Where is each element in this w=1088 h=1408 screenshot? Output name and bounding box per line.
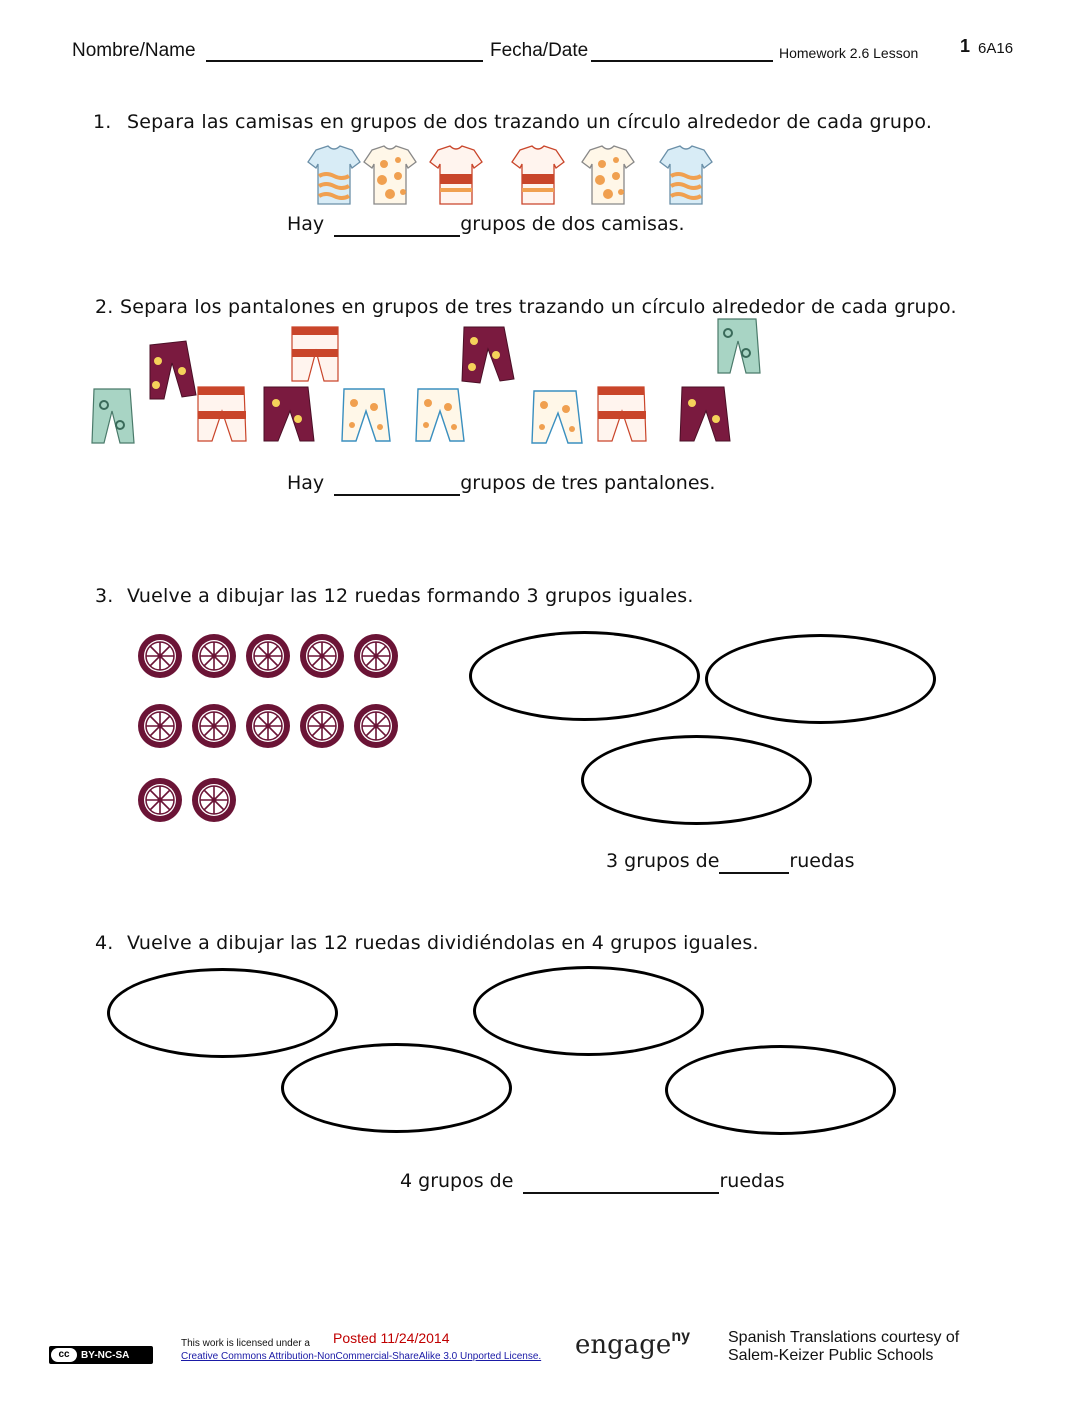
wheel-icon [300, 704, 344, 748]
translation-credit [728, 1329, 959, 1365]
q4-number: 4. [95, 932, 114, 954]
q3-group-oval-3[interactable] [581, 735, 812, 825]
maroon-floral-pants-icon [264, 387, 314, 441]
shirts-illustration [300, 140, 730, 210]
striped-shirt-icon [308, 146, 360, 204]
cc-badge-label: BY-NC-SA [81, 1349, 130, 1361]
wheels-illustration [132, 628, 408, 828]
engageny-brand: engage [575, 1330, 672, 1360]
wheel-icon [138, 634, 182, 678]
engageny-brand-sup: ny [671, 1328, 690, 1346]
red-band-pants-icon [598, 387, 646, 441]
q2-answer-prefix: Hay [287, 472, 325, 494]
q4-text: Vuelve a dibujar las 12 ruedas dividiéndolas en 4 grupos iguales. [127, 932, 759, 954]
q3-answer-prefix: 3 grupos de [606, 850, 720, 872]
q2-number: 2. [95, 296, 114, 318]
cc-license-badge [49, 1346, 153, 1364]
wheel-icon [354, 704, 398, 748]
q4-group-oval-1[interactable] [107, 968, 338, 1058]
q4-group-oval-2[interactable] [473, 966, 704, 1056]
blue-dotted-pants-icon [532, 391, 582, 443]
wheel-icon [192, 634, 236, 678]
q3-answer-blank[interactable] [719, 850, 789, 874]
q3-answer-suffix: ruedas [789, 850, 855, 872]
q1-number: 1. [93, 111, 112, 133]
q3-answer [606, 850, 855, 874]
wheel-icon [246, 704, 290, 748]
date-label: Fecha/Date [490, 40, 589, 61]
q2-answer-suffix: grupos de tres pantalones. [460, 472, 716, 494]
posted-date: Posted 11/24/2014 [333, 1330, 450, 1346]
q2-answer [287, 472, 715, 496]
q1-text: Separa las camisas en grupos de dos trazando un círculo alrededor de cada grupo. [127, 111, 933, 133]
green-swirl-pants-icon [718, 319, 760, 373]
q4-answer-prefix: 4 grupos de [400, 1170, 514, 1192]
wheel-icon [138, 778, 182, 822]
credit-line-2: Salem-Keizer Public Schools [728, 1347, 934, 1364]
red-band-shirt-icon [512, 146, 564, 204]
wheel-icon [192, 778, 236, 822]
license-link[interactable]: Creative Commons Attribution-NonCommercial-ShareAlike 3.0 Unported License. [181, 1351, 542, 1362]
green-swirl-pants-icon [92, 389, 134, 443]
q4-answer-suffix: ruedas [719, 1170, 785, 1192]
wheel-icon [354, 634, 398, 678]
q1-answer-suffix: grupos de dos camisas. [460, 213, 685, 235]
homework-label: Homework 2.6 Lesson [779, 45, 919, 61]
striped-shirt-icon [660, 146, 712, 204]
maroon-floral-pants-icon [680, 387, 730, 441]
q3-group-oval-2[interactable] [705, 634, 936, 724]
license-prefix: This work is licensed under a [181, 1338, 310, 1349]
red-band-pants-icon [198, 387, 246, 441]
q3-number: 3. [95, 585, 114, 607]
q2-answer-blank[interactable] [334, 472, 460, 496]
name-field[interactable] [206, 60, 483, 62]
maroon-floral-pants-icon [462, 327, 514, 383]
wheel-icon [246, 634, 290, 678]
lesson-number: 1 [960, 36, 971, 56]
date-field[interactable] [591, 60, 773, 62]
q4-group-oval-4[interactable] [665, 1045, 896, 1135]
q3-group-oval-1[interactable] [469, 631, 700, 721]
q3-text: Vuelve a dibujar las 12 ruedas formando 3 grupos iguales. [127, 585, 694, 607]
name-label: Nombre/Name [72, 40, 196, 61]
q4-answer [400, 1170, 785, 1194]
engageny-logo [575, 1330, 690, 1360]
cc-icon: cc [51, 1348, 77, 1362]
blue-dotted-pants-icon [342, 389, 390, 441]
q2-text: Separa los pantalones en grupos de tres trazando un círculo alrededor de cada grupo. [120, 296, 957, 318]
q1-answer-blank[interactable] [334, 213, 460, 237]
q1-answer-prefix: Hay [287, 213, 325, 235]
dotted-shirt-icon [364, 146, 416, 204]
wheel-icon [192, 704, 236, 748]
maroon-floral-pants-icon [150, 341, 196, 399]
red-band-pants-icon [292, 327, 338, 381]
q1-answer [287, 213, 685, 237]
wheel-icon [300, 634, 344, 678]
wheel-icon [138, 704, 182, 748]
q4-group-oval-3[interactable] [281, 1043, 512, 1133]
pants-illustration [88, 315, 778, 450]
blue-dotted-pants-icon [416, 389, 464, 441]
red-band-shirt-icon [430, 146, 482, 204]
dotted-shirt-icon [582, 146, 634, 204]
q4-answer-blank[interactable] [523, 1170, 719, 1194]
module-code: 6A16 [978, 40, 1014, 57]
credit-line-1: Spanish Translations courtesy of [728, 1329, 960, 1346]
